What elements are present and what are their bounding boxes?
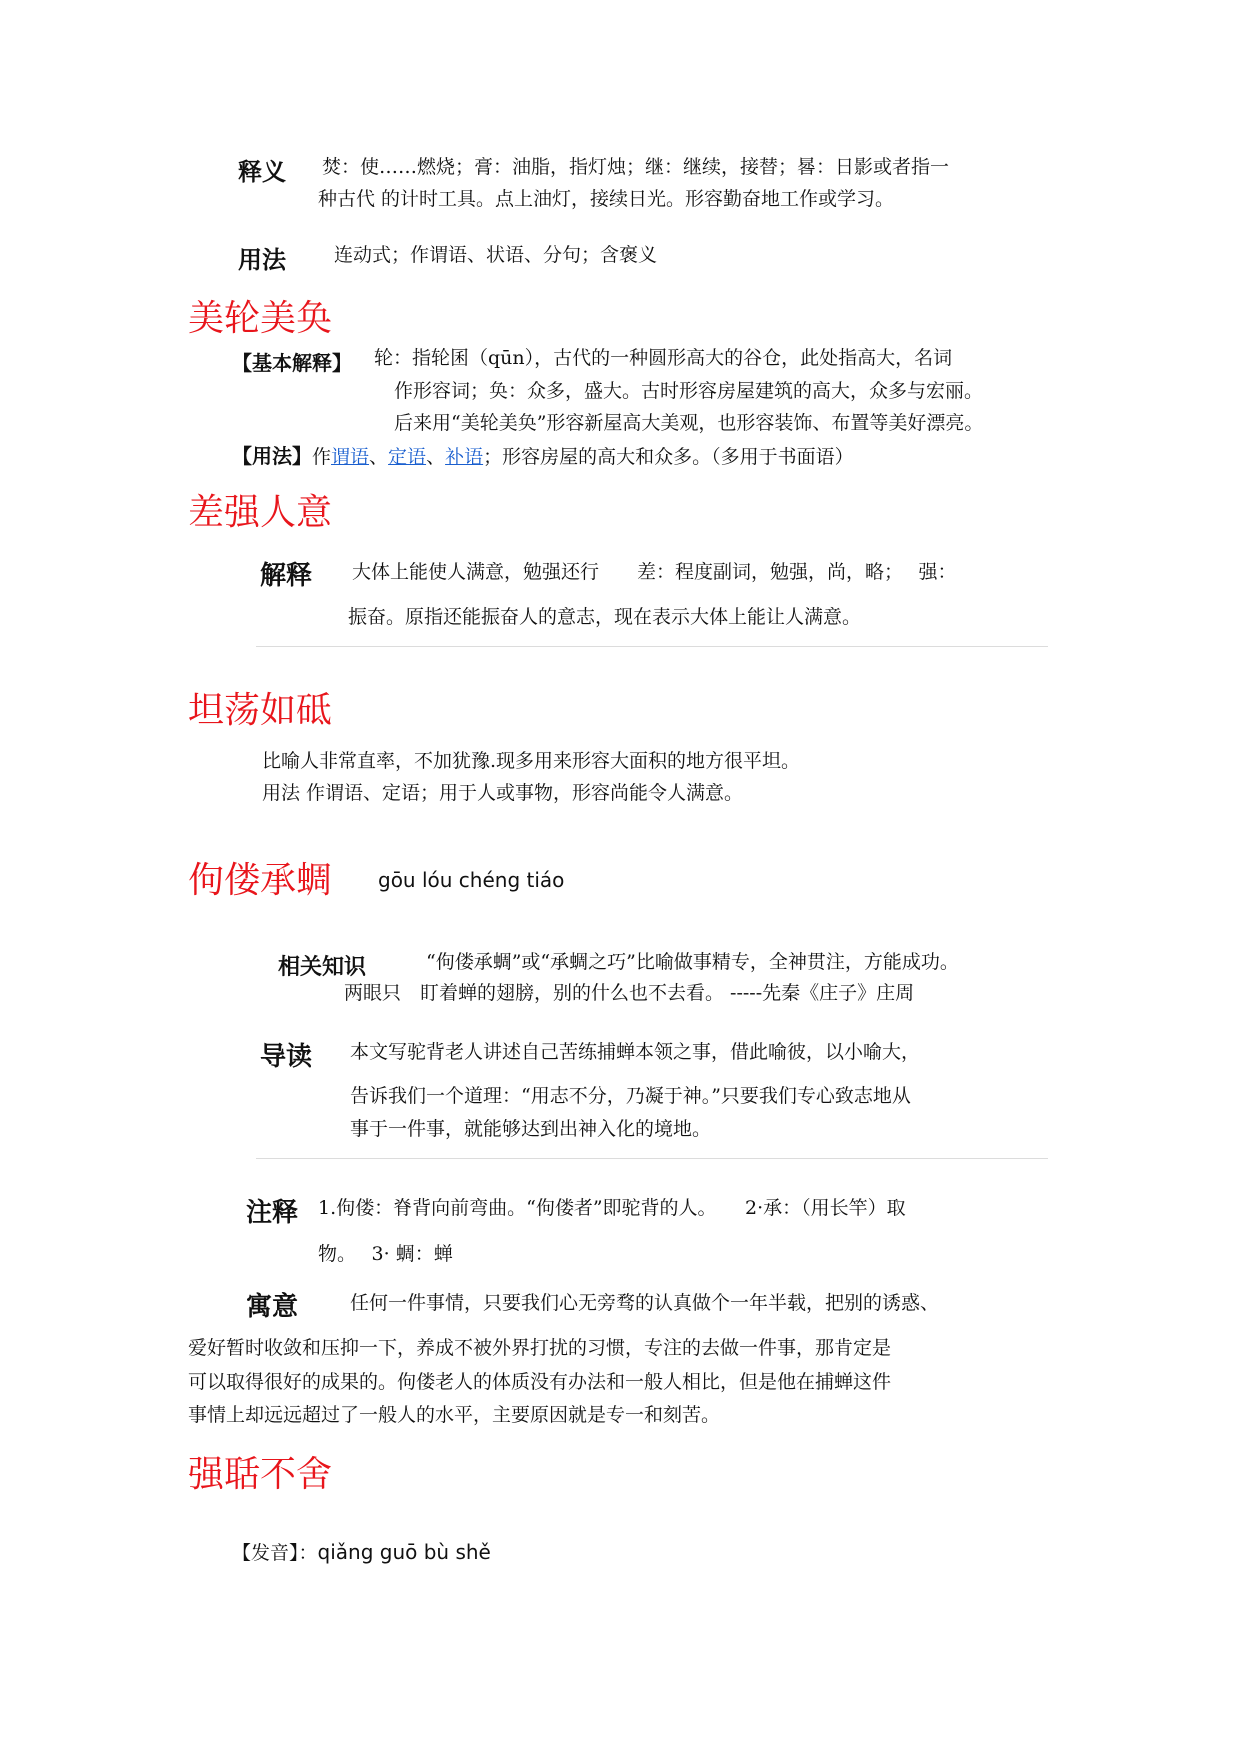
divider-2 xyxy=(256,1158,1048,1159)
tandang-line-2: 用法 作谓语、定语；用于人或事物，形容尚能令人满意。 xyxy=(262,782,744,804)
goulou-pinyin: gōu lóu chéng tiáo xyxy=(378,868,565,892)
link-weiyu[interactable]: 谓语 xyxy=(331,446,370,468)
guide-label: 导读 xyxy=(260,1042,313,1072)
guide-line-3: 事于一件事，就能够达到出神入化的境地。 xyxy=(350,1118,712,1140)
pronunciation-text: qiǎng guō bù shě xyxy=(317,1540,491,1564)
basic-explanation-line-3: 后来用“美轮美奂”形容新屋高大美观，也形容装饰、布置等美好漂亮。 xyxy=(394,412,984,434)
yongfa-label: 用法 xyxy=(238,246,286,274)
explanation-line-2: 振奋。原指还能振奋人的意志，现在表示大体上能让人满意。 xyxy=(348,606,862,628)
tandang-line-1: 比喻人非常直率，不加犹豫.现多用来形容大面积的地方很平坦。 xyxy=(262,750,801,772)
notes-label: 注释 xyxy=(246,1198,299,1228)
idiom-title-qiangguobushe: 强聒不舍 xyxy=(188,1454,333,1495)
shiyi-line-1: 焚：使……燃烧；膏：油脂，指灯烛；继：继续，接替；晷：日影或者指一 xyxy=(322,156,950,178)
knowledge-line-2: 两眼只 盯着蝉的翅膀，别的什么也不去看。 -----先秦《庄子》庄周 xyxy=(344,982,915,1004)
knowledge-label: 相关知识 xyxy=(278,955,367,980)
usage-sep-1: 、 xyxy=(369,446,389,468)
idiom-title-goulouchengtiao: 佝偻承蜩 xyxy=(188,860,333,901)
basic-explanation-line-1: 轮：指轮囷（qūn），古代的一种圆形高大的谷仓，此处指高大，名词 xyxy=(374,347,953,369)
pronunciation-line xyxy=(232,1542,491,1563)
divider-1 xyxy=(256,646,1048,647)
notes-line-2: 物。 3· 蜩：蝉 xyxy=(318,1243,453,1265)
shiyi-label: 释义 xyxy=(238,158,286,186)
usage-line xyxy=(232,446,854,467)
moral-line-2: 爱好暂时收敛和压抑一下，养成不被外界打扰的习惯，专注的去做一件事，那肯定是 xyxy=(188,1337,892,1359)
idiom-title-meilunmeihuan: 美轮美奂 xyxy=(188,298,333,339)
guide-line-1: 本文写驼背老人讲述自己苦练捕蝉本领之事，借此喻彼，以小喻大， xyxy=(350,1041,921,1063)
notes-line-1: 1.佝偻：脊背向前弯曲。“佝偻者”即驼背的人。 2·承：（用长竿）取 xyxy=(318,1197,906,1219)
yongfa-text: 连动式；作谓语、状语、分句；含褒义 xyxy=(334,244,658,266)
guide-line-2: 告诉我们一个道理：“用志不分，乃凝于神。”只要我们专心致志地从 xyxy=(350,1085,911,1107)
basic-explanation-label: 【基本解释】 xyxy=(232,351,352,375)
moral-label: 寓意 xyxy=(246,1292,299,1322)
usage-sep-2: 、 xyxy=(426,446,446,468)
idiom-title-chaqiangrenyi: 差强人意 xyxy=(188,492,333,533)
idiom-title-tandangrudi: 坦荡如砥 xyxy=(188,690,333,731)
moral-line-1: 任何一件事情，只要我们心无旁骛的认真做个一年半载，把别的诱惑、 xyxy=(350,1292,940,1314)
knowledge-line-1: “佝偻承蜩”或“承蜩之巧”比喻做事精专，全神贯注，方能成功。 xyxy=(426,951,959,973)
link-dingyu[interactable]: 定语 xyxy=(388,446,427,468)
moral-line-4: 事情上却远远超过了一般人的水平，主要原因就是专一和刻苦。 xyxy=(188,1404,721,1426)
moral-line-3: 可以取得很好的成果的。佝偻老人的体质没有办法和一般人相比，但是他在捕蝉这件 xyxy=(188,1371,892,1393)
explanation-line-1: 大体上能使人满意，勉强还行 差：程度副词，勉强，尚，略； 强： xyxy=(352,561,957,583)
usage-pre: 作 xyxy=(312,446,332,468)
basic-explanation-line-2: 作形容词；奂：众多，盛大。古时形容房屋建筑的高大，众多与宏丽。 xyxy=(394,380,984,402)
shiyi-line-2: 种古代 的计时工具。点上油灯，接续日光。形容勤奋地工作或学习。 xyxy=(318,188,895,210)
usage-label: 【用法】 xyxy=(232,444,312,468)
usage-post: ；形容房屋的高大和众多。（多用于书面语） xyxy=(483,446,854,468)
link-buyu[interactable]: 补语 xyxy=(445,446,484,468)
pronunciation-label: 【发音】： xyxy=(232,1542,318,1564)
explanation-label: 解释 xyxy=(260,561,313,591)
